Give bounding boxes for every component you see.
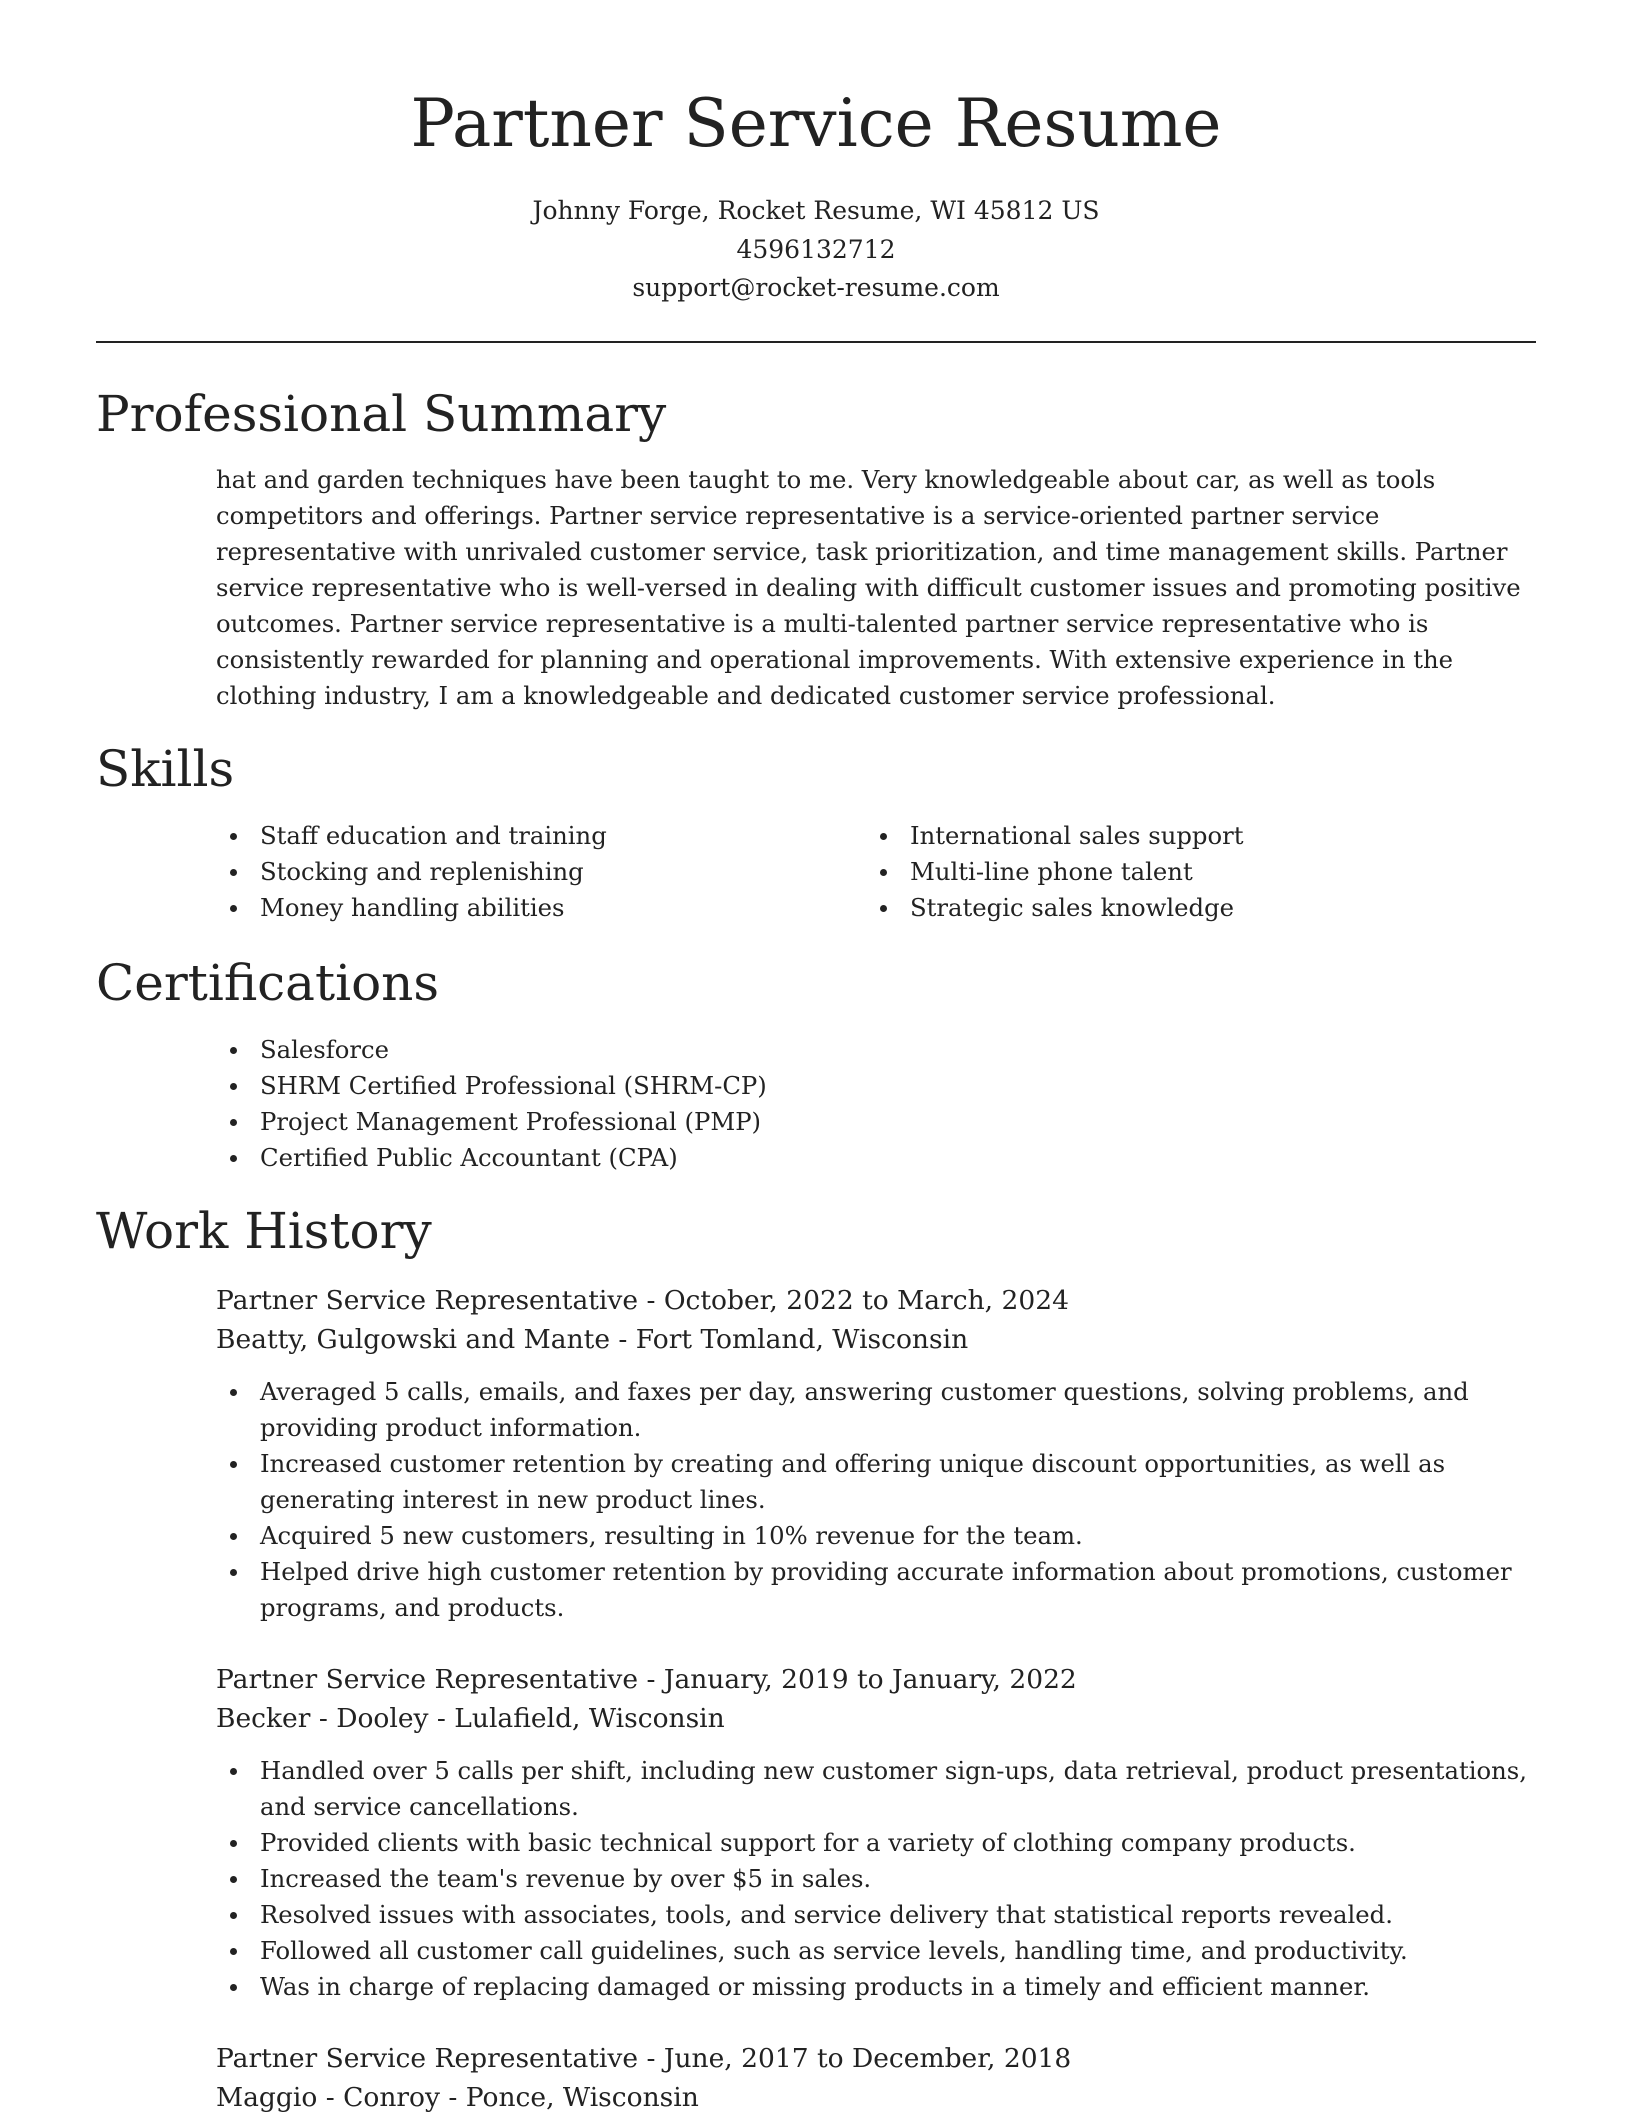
skills-list-left (216, 818, 856, 926)
list-item: Was in charge of replacing damaged or missing products in a timely and efficient manner. (216, 1969, 1546, 2005)
job-title-line: Partner Service Representative - June, 2017 to December, 2018 (216, 2043, 1072, 2074)
summary-text: hat and garden techniques have been taught to me. Very knowledgeable about car, as well as tools competitors and offerings. Partner service representative is a service-oriented partner service representative with unrivaled customer service, task prioritization, and time management skills. Partner service representative who is well-versed in dealing with difficult customer issues and promoting positive outcomes. Partner service representative is a multi-talented partner service representative who is consistently rewarded for planning and operational improvements. With extensive experience in the clothing industry, I am a knowledgeable and dedicated customer service professional. (216, 465, 1521, 710)
list-item: Averaged 5 calls, emails, and faxes per day, answering customer questions, solving problems, and providing product information. (216, 1374, 1546, 1446)
list-item: Project Management Professional (PMP) (216, 1104, 1316, 1140)
list-item: Strategic sales knowledge (866, 890, 1526, 926)
certifications-heading: Certifications (96, 954, 440, 1012)
summary-heading: Professional Summary (96, 385, 667, 443)
work-history-heading: Work History (96, 1202, 432, 1260)
contact-block (0, 192, 1632, 308)
skills-list-right (866, 818, 1526, 926)
list-item: International sales support (866, 818, 1526, 854)
list-item: Increased customer retention by creating and offering unique discount opportunities, as well as generating interest in new product lines. (216, 1446, 1546, 1518)
contact-email: support@rocket-resume.com (632, 273, 1000, 302)
list-item: Resolved issues with associates, tools, and service delivery that statistical reports revealed. (216, 1897, 1546, 1933)
resume-title: Partner Service Resume (410, 85, 1222, 162)
certifications-list (216, 1032, 1316, 1176)
list-item: Salesforce (216, 1032, 1316, 1068)
job-title-line: Partner Service Representative - January, 2019 to January, 2022 (216, 1664, 1077, 1695)
job-company-line: Beatty, Gulgowski and Mante - Fort Tomland, Wisconsin (216, 1324, 969, 1355)
list-item: Staff education and training (216, 818, 856, 854)
skills-heading: Skills (96, 740, 235, 798)
list-item: SHRM Certified Professional (SHRM-CP) (216, 1068, 1316, 1104)
list-item: Increased the team's revenue by over $5 in sales. (216, 1861, 1546, 1897)
list-item: Stocking and replenishing (216, 854, 856, 890)
job-bullets (216, 1374, 1546, 1626)
list-item: Handled over 5 calls per shift, including new customer sign-ups, data retrieval, product presentations, and service cancellations. (216, 1753, 1546, 1825)
list-item: Acquired 5 new customers, resulting in 10% revenue for the team. (216, 1518, 1546, 1554)
job-bullets (216, 1753, 1546, 2005)
contact-phone: 4596132712 (736, 234, 896, 264)
list-item: Followed all customer call guidelines, such as service levels, handling time, and productivity. (216, 1933, 1546, 1969)
contact-address: Johnny Forge, Rocket Resume, WI 45812 US (532, 196, 1100, 225)
list-item: Money handling abilities (216, 890, 856, 926)
list-item: Helped drive high customer retention by providing accurate information about promotions, customer programs, and products. (216, 1554, 1546, 1626)
job-title-line: Partner Service Representative - October, 2022 to March, 2024 (216, 1285, 1069, 1316)
list-item: Multi-line phone talent (866, 854, 1526, 890)
header-divider (96, 341, 1536, 343)
job-company-line: Maggio - Conroy - Ponce, Wisconsin (216, 2082, 699, 2113)
list-item: Certified Public Accountant (CPA) (216, 1140, 1316, 1176)
list-item: Provided clients with basic technical support for a variety of clothing company products. (216, 1825, 1546, 1861)
job-company-line: Becker - Dooley - Lulafield, Wisconsin (216, 1703, 725, 1734)
